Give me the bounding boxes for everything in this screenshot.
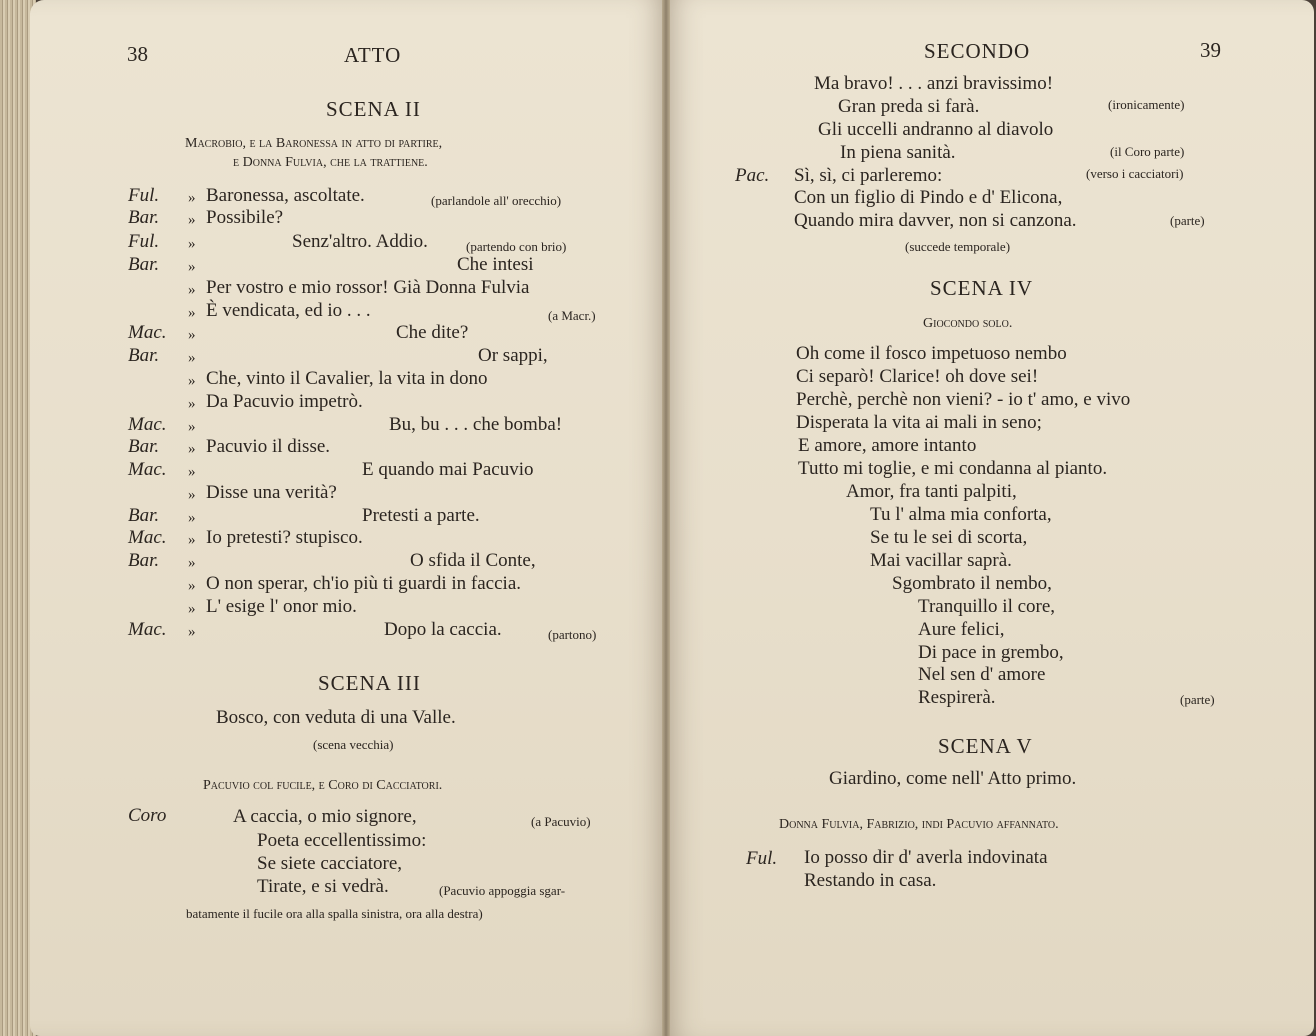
line-11-text: Bu, bu . . . che bomba! <box>389 414 563 435</box>
line-2-text: Possibile? <box>206 207 284 228</box>
line-8-speaker: Bar. <box>128 345 160 366</box>
aria-line-8: Di pace in grembo, <box>918 642 1064 663</box>
aria-line-3: Se tu le sei di scorta, <box>870 527 1028 548</box>
scene-4-line-1: Oh come il fosco impetuoso nembo <box>796 343 1067 364</box>
line-11-speaker: Mac. <box>128 414 167 435</box>
page-number-left: 38 <box>127 42 148 66</box>
line-3-text: Senz'altro. Addio. <box>292 231 428 252</box>
pac-speaker: Pac. <box>735 165 770 186</box>
line-20-aside: (partono) <box>548 627 597 642</box>
line-18-quote: » <box>188 578 196 594</box>
pac-line-2: Con un figlio di Pindo e d' Elicona, <box>794 187 1063 208</box>
line-8-text: Or sappi, <box>478 345 548 366</box>
scene-2-desc-2: e Donna Fulvia, che la trattiene. <box>233 155 428 170</box>
line-6-quote: » <box>188 305 196 321</box>
line-18-text: O non sperar, ch'io più ti guardi in faccia. <box>206 573 522 594</box>
top-line-4-aside: (il Coro parte) <box>1110 144 1185 159</box>
scene-4-desc: Giocondo solo. <box>923 316 1013 331</box>
coro-line-4-aside: (Pacuvio appoggia sgar- <box>439 883 566 898</box>
running-head-left: ATTO <box>344 43 402 67</box>
scene-4-line-2: Ci separò! Clarice! oh dove sei! <box>796 366 1039 387</box>
pac-note: (succede temporale) <box>905 239 1011 254</box>
line-3-quote: » <box>188 236 196 252</box>
scene-5-setting: Giardino, come nell' Atto primo. <box>829 768 1077 789</box>
line-15-speaker: Bar. <box>128 505 160 526</box>
pac-line-1: Sì, sì, ci parleremo: <box>794 165 943 186</box>
line-16-text: Io pretesti? stupisco. <box>206 527 363 548</box>
pac-line-3-aside: (parte) <box>1170 213 1205 228</box>
line-4-text: Che intesi <box>457 254 534 275</box>
scene-4-line-4: Disperata la vita ai mali in seno; <box>796 412 1042 433</box>
coro-speaker: Coro <box>128 805 167 826</box>
line-6-text: È vendicata, ed io . . . <box>206 300 371 321</box>
aria-line-9: Nel sen d' amore <box>918 664 1046 685</box>
ful-speaker: Ful. <box>746 848 778 869</box>
coro-line-3: Se siete cacciatore, <box>257 853 403 874</box>
line-3-aside: (partendo con brio) <box>466 239 567 254</box>
coro-line-1-aside: (a Pacuvio) <box>531 814 591 829</box>
line-1-speaker: Ful. <box>128 185 160 206</box>
top-line-4: In piena sanità. <box>840 142 956 163</box>
line-8-quote: » <box>188 350 196 366</box>
line-14-text: Disse una verità? <box>206 482 337 503</box>
line-9-text: Che, vinto il Cavalier, la vita in dono <box>206 368 488 389</box>
top-line-2-aside: (ironicamente) <box>1108 97 1185 112</box>
line-15-text: Pretesti a parte. <box>362 505 480 526</box>
line-6-aside: (a Macr.) <box>548 308 596 323</box>
line-12-quote: » <box>188 441 196 457</box>
coro-line-4: Tirate, e si vedrà. <box>257 876 389 897</box>
line-5-text: Per vostro e mio rossor! Già Donna Fulvia <box>206 277 530 298</box>
coro-line-1: A caccia, o mio signore, <box>233 806 417 827</box>
coro-line-2: Poeta eccellentissimo: <box>257 830 427 851</box>
coro-line-5: batamente il fucile ora alla spalla sinistra, ora alla destra) <box>186 906 483 921</box>
line-13-text: E quando mai Pacuvio <box>362 459 534 480</box>
scene-4-line-3: Perchè, perchè non vieni? - io t' amo, e vivo <box>796 389 1131 410</box>
line-17-speaker: Bar. <box>128 550 160 571</box>
aria-line-7: Aure felici, <box>918 619 1005 640</box>
line-17-text: O sfida il Conte, <box>410 550 536 571</box>
line-5-quote: » <box>188 282 196 298</box>
top-line-3: Gli uccelli andranno al diavolo <box>818 119 1054 140</box>
aria-line-4: Mai vacillar saprà. <box>870 550 1012 571</box>
line-1-quote: » <box>188 190 196 206</box>
scene-3-setting: Bosco, con veduta di una Valle. <box>216 707 456 728</box>
book-gutter <box>662 0 670 1036</box>
line-19-quote: » <box>188 601 196 617</box>
line-14-quote: » <box>188 487 196 503</box>
ful-line-2: Restando in casa. <box>804 870 937 891</box>
line-16-speaker: Mac. <box>128 527 167 548</box>
line-9-quote: » <box>188 373 196 389</box>
line-20-text: Dopo la caccia. <box>384 619 502 640</box>
scene-4-line-6: Tutto mi toglie, e mi condanna al pianto. <box>798 458 1108 479</box>
top-line-1: Ma bravo! . . . anzi bravissimo! <box>814 73 1054 94</box>
scene-5-desc: Donna Fulvia, Fabrizio, indi Pacuvio affannato. <box>779 817 1059 832</box>
line-11-quote: » <box>188 419 196 435</box>
line-12-text: Pacuvio il disse. <box>206 436 331 457</box>
scene-3-setting-note: (scena vecchia) <box>313 737 394 752</box>
line-13-speaker: Mac. <box>128 459 167 480</box>
line-20-quote: » <box>188 624 196 640</box>
line-4-quote: » <box>188 259 196 275</box>
line-20-speaker: Mac. <box>128 619 167 640</box>
line-15-quote: » <box>188 510 196 526</box>
line-1-aside: (parlandole all' orecchio) <box>431 193 562 208</box>
line-4-speaker: Bar. <box>128 254 160 275</box>
pac-line-3: Quando mira davver, non si canzona. <box>794 210 1077 231</box>
line-1-text: Baronessa, ascoltate. <box>206 185 365 206</box>
line-17-quote: » <box>188 555 196 571</box>
aria-line-2: Tu l' alma mia conforta, <box>870 504 1052 525</box>
scene-2-title: SCENA II <box>326 97 421 121</box>
line-19-text: L' esige l' onor mio. <box>206 596 357 617</box>
aria-line-1: Amor, fra tanti palpiti, <box>846 481 1017 502</box>
scene-5-title: SCENA V <box>938 734 1033 758</box>
line-2-quote: » <box>188 212 196 228</box>
line-12-speaker: Bar. <box>128 436 160 457</box>
line-10-text: Da Pacuvio impetrò. <box>206 391 363 412</box>
aria-aside: (parte) <box>1180 692 1215 707</box>
scene-4-title: SCENA IV <box>930 276 1034 300</box>
line-13-quote: » <box>188 464 196 480</box>
page-number-right: 39 <box>1200 38 1221 62</box>
line-16-quote: » <box>188 532 196 548</box>
line-10-quote: » <box>188 396 196 412</box>
line-2-speaker: Bar. <box>128 207 160 228</box>
line-3-speaker: Ful. <box>128 231 160 252</box>
ful-line-1: Io posso dir d' averla indovinata <box>804 847 1048 868</box>
aria-line-6: Tranquillo il core, <box>918 596 1056 617</box>
line-7-text: Che dite? <box>396 322 469 343</box>
running-head-right: SECONDO <box>924 39 1031 63</box>
line-7-speaker: Mac. <box>128 322 167 343</box>
scene-3-desc: Pacuvio col fucile, e Coro di Cacciatori. <box>203 778 443 793</box>
scene-2-desc-1: Macrobio, e la Baronessa in atto di partire, <box>185 136 443 151</box>
scene-4-line-5: E amore, amore intanto <box>798 435 977 456</box>
pac-line-1-aside: (verso i cacciatori) <box>1086 166 1184 181</box>
line-7-quote: » <box>188 327 196 343</box>
aria-line-10: Respirerà. <box>918 687 996 708</box>
top-line-2: Gran preda si farà. <box>838 96 980 117</box>
aria-line-5: Sgombrato il nembo, <box>892 573 1052 594</box>
scene-3-title: SCENA III <box>318 671 421 695</box>
